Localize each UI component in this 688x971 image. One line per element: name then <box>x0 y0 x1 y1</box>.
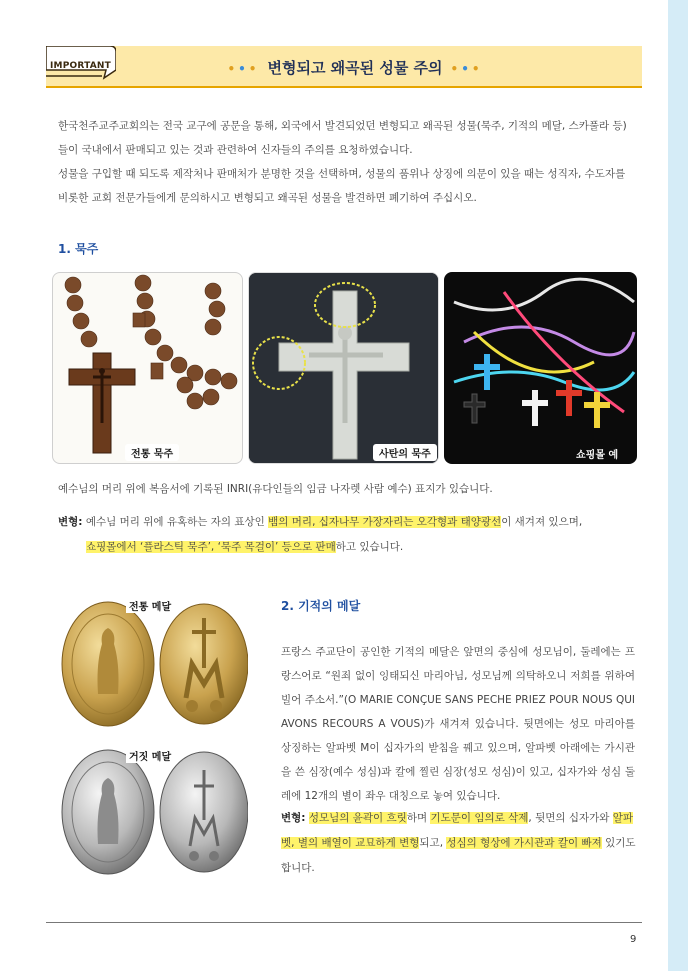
highlight-snake-head: 뱀의 머리, 십자나무 가장자리는 오각형과 태양광선 <box>268 516 502 528</box>
miraculous-medal-description: 프랑스 주교단이 공인한 기적의 메달은 앞면의 중심에 성모님이, 둘레에는 프랑스어로 “원죄 없이 잉태되신 마리아님, 성모님께 의탁하오니 저희를 위하여 빌어 주소서.”(O MARIE CONÇUE SANS PECHE PRIEZ POUR NOUS QUI AVONS RECOURS A VOUS)가 새겨져 있습니다. 뒷면에는 성모 마리아를 상징하는 알파벳 M이 십자가의 받침을 꿰고 있으며, 알파벳 아래에는 가시관을 쓴 심장(예수 성심)과 칼에 찔린 심장(성모 성심)이 있고, 십자가와 성심 둘레에 12개의 별이 좌우 대칭으로 놓여 있습니다. <box>281 646 635 802</box>
page-title <box>120 57 590 78</box>
rosary-variation: 변형: 예수님 머리 위에 유혹하는 자의 표상인 뱀의 머리, 십자나무 가장자리는 오각형과 태양광선이 새겨져 있으며, 쇼핑몰에서 ‘플라스틱 묵주’, ‘묵주 목걸이’ 등으로 판매하고 있습니다. <box>58 516 583 553</box>
highlight-shopping-mall: 쇼핑몰에서 ‘플라스틱 묵주’, ‘묵주 목걸이’ 등으로 판매 <box>86 541 336 553</box>
page-number: 9 <box>630 934 637 945</box>
medal-label-real: 전통 메달 <box>126 598 174 613</box>
dots-right-icon: ••• <box>450 62 483 76</box>
photo-traditional-rosary <box>52 272 243 464</box>
side-color-strip <box>668 0 688 971</box>
highlight-blurred-outline: 성모님의 윤곽이 흐릿 <box>308 812 407 824</box>
photo-shopping-mall-rosary <box>444 272 637 464</box>
photo-caption-1: 전통 묵주 <box>125 444 179 461</box>
medal-variation: 변형: 성모님의 윤곽이 흐릿하며 기도문이 임의로 삭제, 뒷면의 십자가와 알파벳, 별의 배열이 교묘하게 변형되고, 성심의 형상에 가시관과 칼이 빠져 있기도 합니다. <box>281 812 636 874</box>
highlight-prayer-deleted: 기도문이 임의로 삭제 <box>430 812 529 824</box>
fake-medal-images <box>58 746 248 876</box>
highlight-alphabet-changed: 알파벳, 별의 배열이 교묘하게 변형 <box>281 812 634 849</box>
intro-paragraph-2: 성물을 구입할 때 되도록 제작처나 판매처가 분명한 것을 선택하며, 성물의 품위나 상징에 의문이 있을 때는 성직자, 수도자를 비롯한 교회 전문가들에게 문의하시고 변형되고 왜곡된 성물을 발견하면 폐기하여 주십시오. <box>58 168 626 204</box>
footer-divider <box>46 922 642 923</box>
colorful-rosaries-icon <box>444 272 637 464</box>
medal-label-fake: 거짓 메달 <box>126 748 174 763</box>
photo-caption-2: 사탄의 묵주 <box>373 444 437 461</box>
important-label: IMPORTANT <box>50 61 111 71</box>
wooden-rosary-icon <box>53 273 243 464</box>
highlight-thorns-missing: 성심의 형상에 가시관과 칼이 빠져 <box>446 837 602 849</box>
inri-note: 예수님의 머리 위에 복음서에 기록된 INRI(유다인들의 임금 나자렛 사람 예수) 표지가 있습니다. <box>58 483 493 495</box>
variation-label-2: 변형: <box>281 812 306 824</box>
photo-caption-3: 쇼핑몰 예 <box>576 450 619 461</box>
page-title-text: 변형되고 왜곡된 성물 주의 <box>267 59 443 77</box>
plastic-crucifix-icon <box>249 273 439 464</box>
real-medal-images <box>58 598 248 728</box>
section-1-title: 1. 묵주 <box>58 242 99 256</box>
photo-satanic-rosary <box>248 272 439 464</box>
variation-label: 변형: <box>58 516 83 528</box>
intro-paragraph-1: 한국천주교주교회의는 전국 교구에 공문을 통해, 외국에서 발견되었던 변형되고 왜곡된 성물(묵주, 기적의 메달, 스카풀라 등)들이 국내에서 판매되고 있는 것과 관련하여 신자들의 주의를 요청하였습니다. <box>58 120 627 156</box>
intro-text <box>58 114 634 210</box>
section-2-title: 2. 기적의 메달 <box>281 599 361 613</box>
dots-left-icon: ••• <box>227 62 260 76</box>
